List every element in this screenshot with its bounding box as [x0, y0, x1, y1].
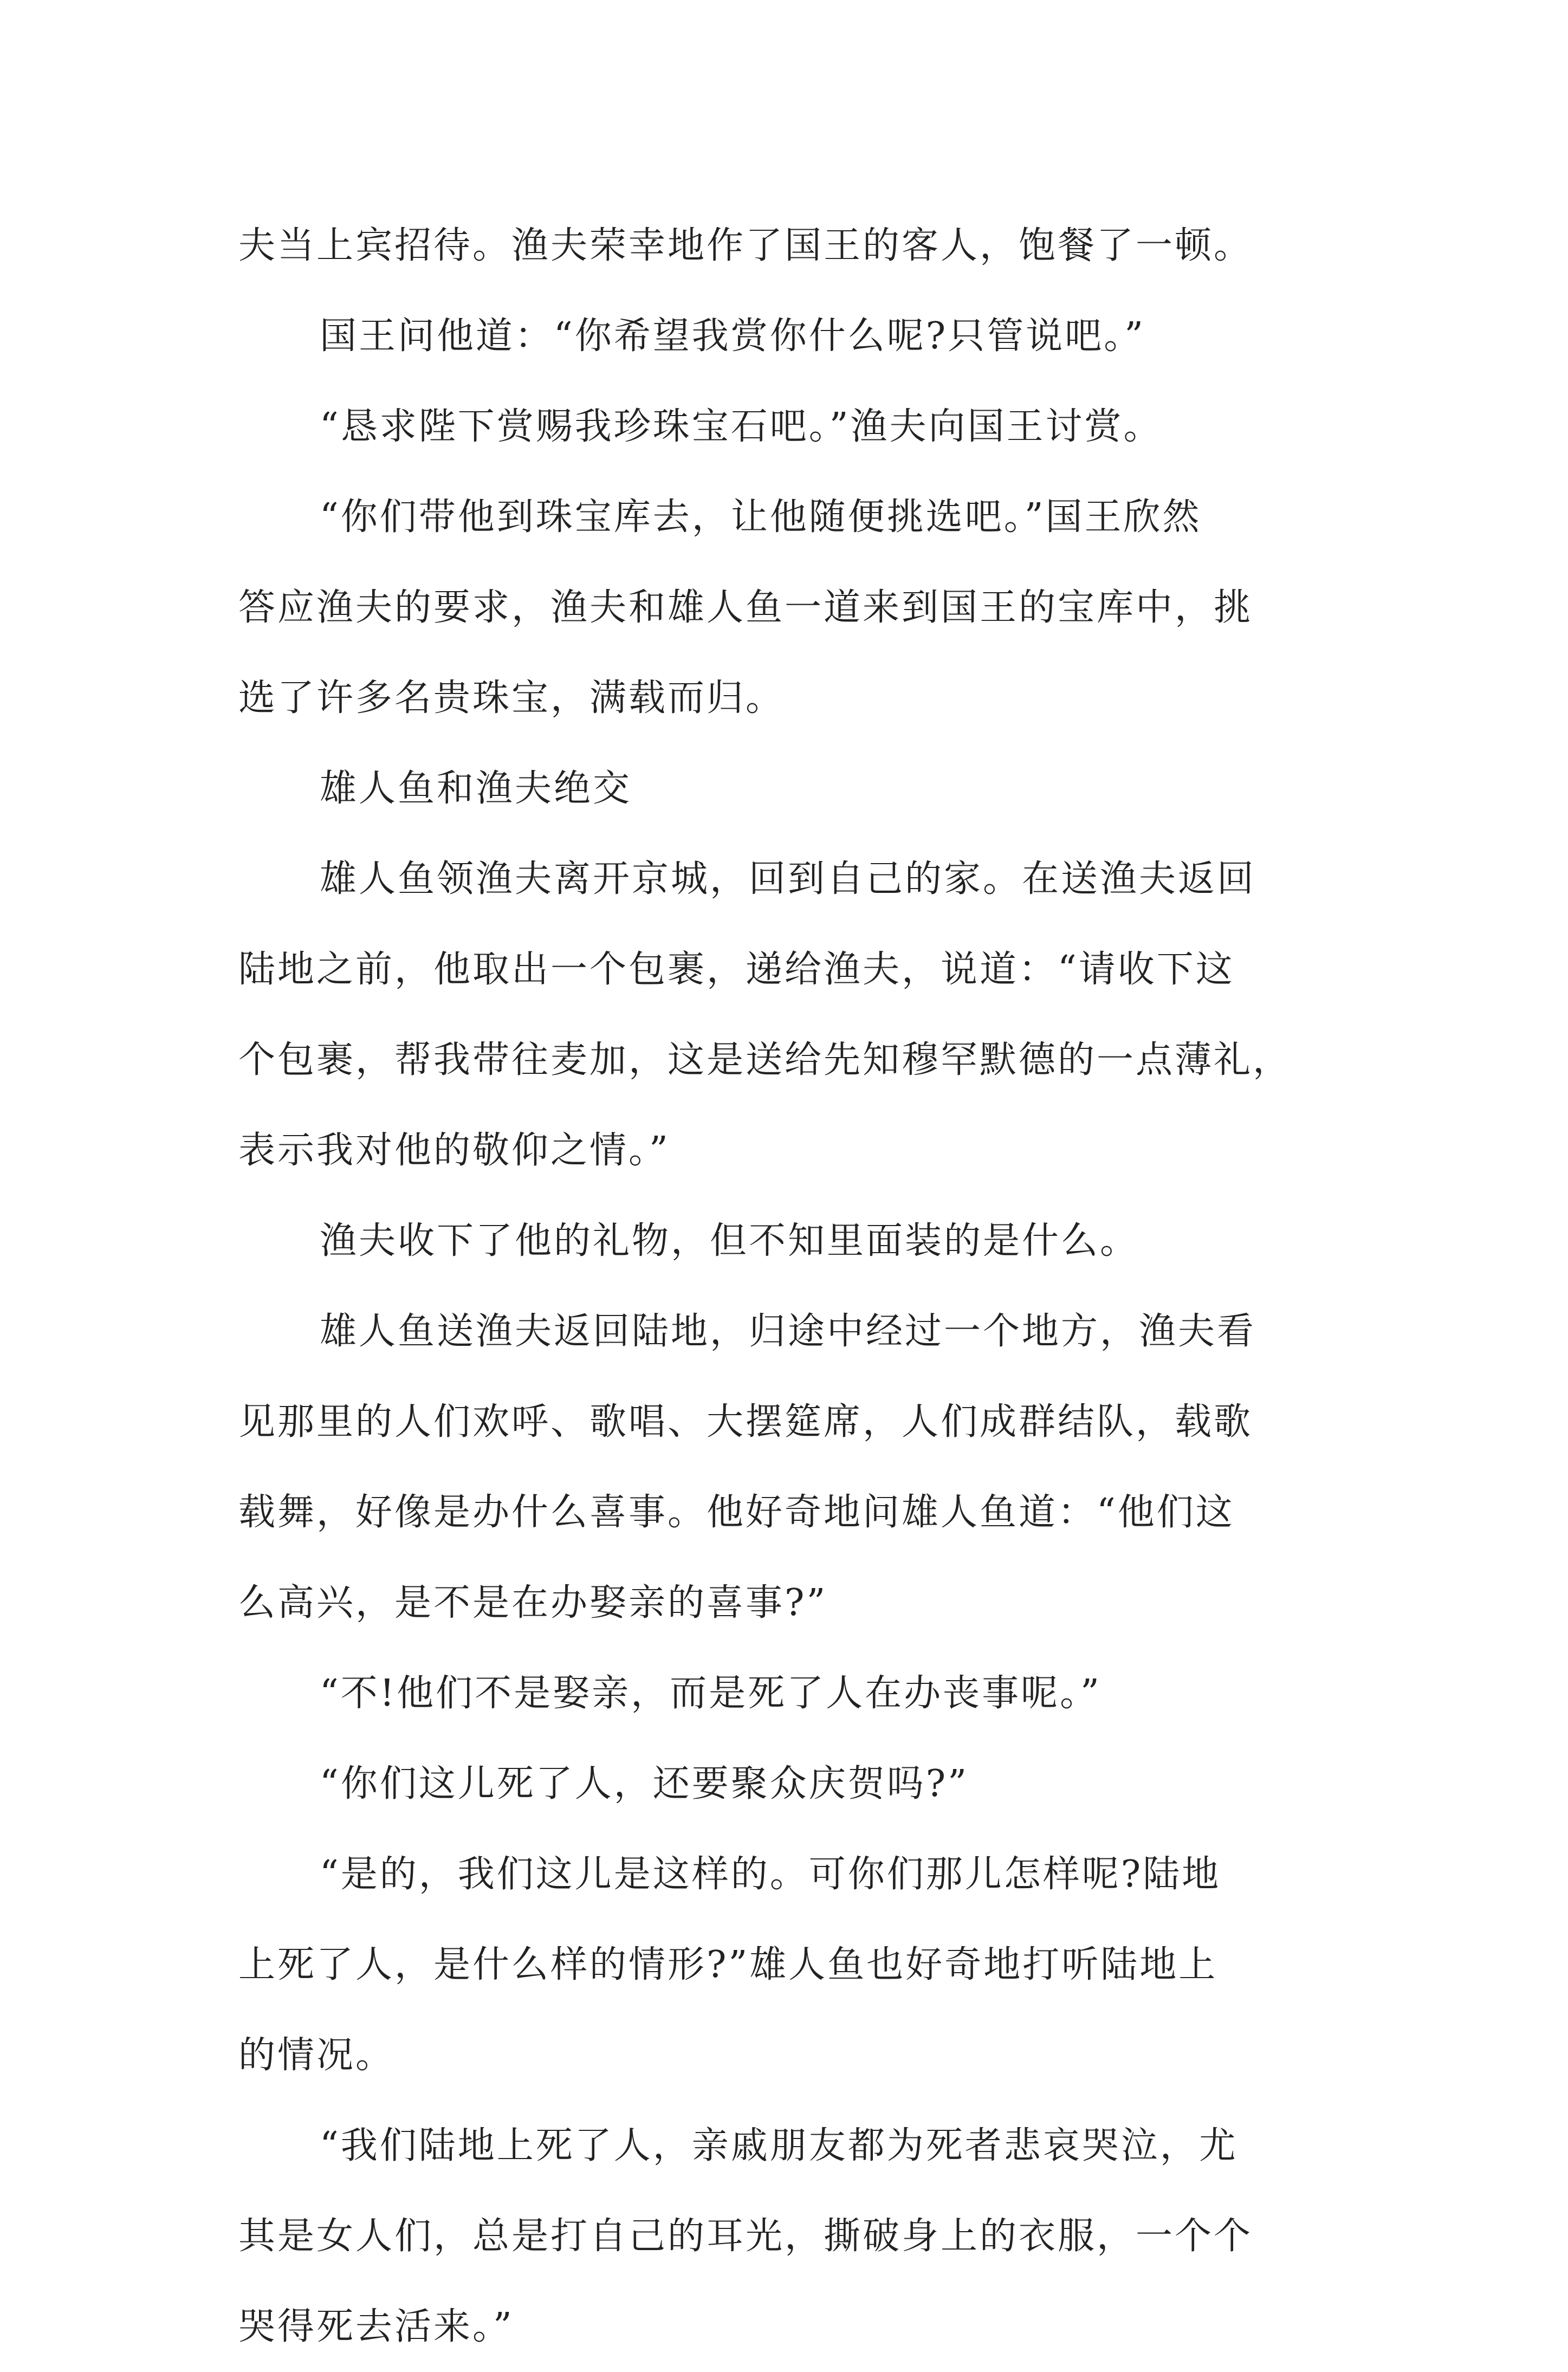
text-line: 国王问他道：“你希望我赏你什么呢?只管说吧。” [320, 315, 1145, 358]
text-line: 其是女人们，总是打自己的耳光，撕破身上的衣服，一个个 [238, 2215, 1253, 2258]
text-line: 见那里的人们欢呼、歌唱、大摆筵席，人们成群结队，载歌 [238, 1401, 1253, 1443]
text-line: 的情况。 [238, 2034, 395, 2077]
text-line: 哭得死去活来。” [238, 2305, 514, 2348]
body-text [238, 200, 1349, 2372]
text-line: 么高兴，是不是在办娶亲的喜事?” [238, 1582, 828, 1624]
text-line: 上死了人，是什么样的情形?”雄人鱼也好奇地打听陆地上 [238, 1943, 1218, 1986]
text-line: 夫当上宾招待。渔夫荣幸地作了国王的客人，饱餐了一顿。 [238, 224, 1253, 267]
text-line: 雄人鱼领渔夫离开京城，回到自己的家。在送渔夫返回 [320, 858, 1256, 900]
text-line: 个包裹，帮我带往麦加，这是送给先知穆罕默德的一点薄礼， [238, 1039, 1292, 1081]
text-line: 答应渔夫的要求，渔夫和雄人鱼一道来到国王的宝库中，挑 [238, 586, 1253, 629]
text-line: “我们陆地上死了人，亲戚朋友都为死者悲哀哭泣，尤 [320, 2124, 1238, 2167]
text-line: 选了许多名贵珠宝，满载而归。 [238, 677, 785, 720]
text-line: “恳求陛下赏赐我珍珠宝石吧。”渔夫向国王讨赏。 [320, 405, 1163, 448]
text-line: “你们这儿死了人，还要聚众庆贺吗?” [320, 1762, 969, 1805]
text-line: “你们带他到珠宝库去，让他随便挑选吧。”国王欣然 [320, 496, 1202, 539]
text-line: 渔夫收下了他的礼物，但不知里面装的是什么。 [320, 1220, 1139, 1262]
text-line: “不!他们不是娶亲，而是死了人在办丧事呢。” [320, 1672, 1102, 1715]
text-line: “是的，我们这儿是这样的。可你们那儿怎样呢?陆地 [320, 1853, 1221, 1896]
text-line: 载舞，好像是办什么喜事。他好奇地问雄人鱼道：“他们这 [238, 1491, 1235, 1534]
text-line: 雄人鱼送渔夫返回陆地，归途中经过一个地方，渔夫看 [320, 1310, 1256, 1353]
text-line: 陆地之前，他取出一个包裹，递给渔夫，说道：“请收下这 [238, 948, 1235, 991]
text-line: 表示我对他的敬仰之情。” [238, 1129, 670, 1172]
section-heading: 雄人鱼和渔夫绝交 [320, 767, 632, 810]
